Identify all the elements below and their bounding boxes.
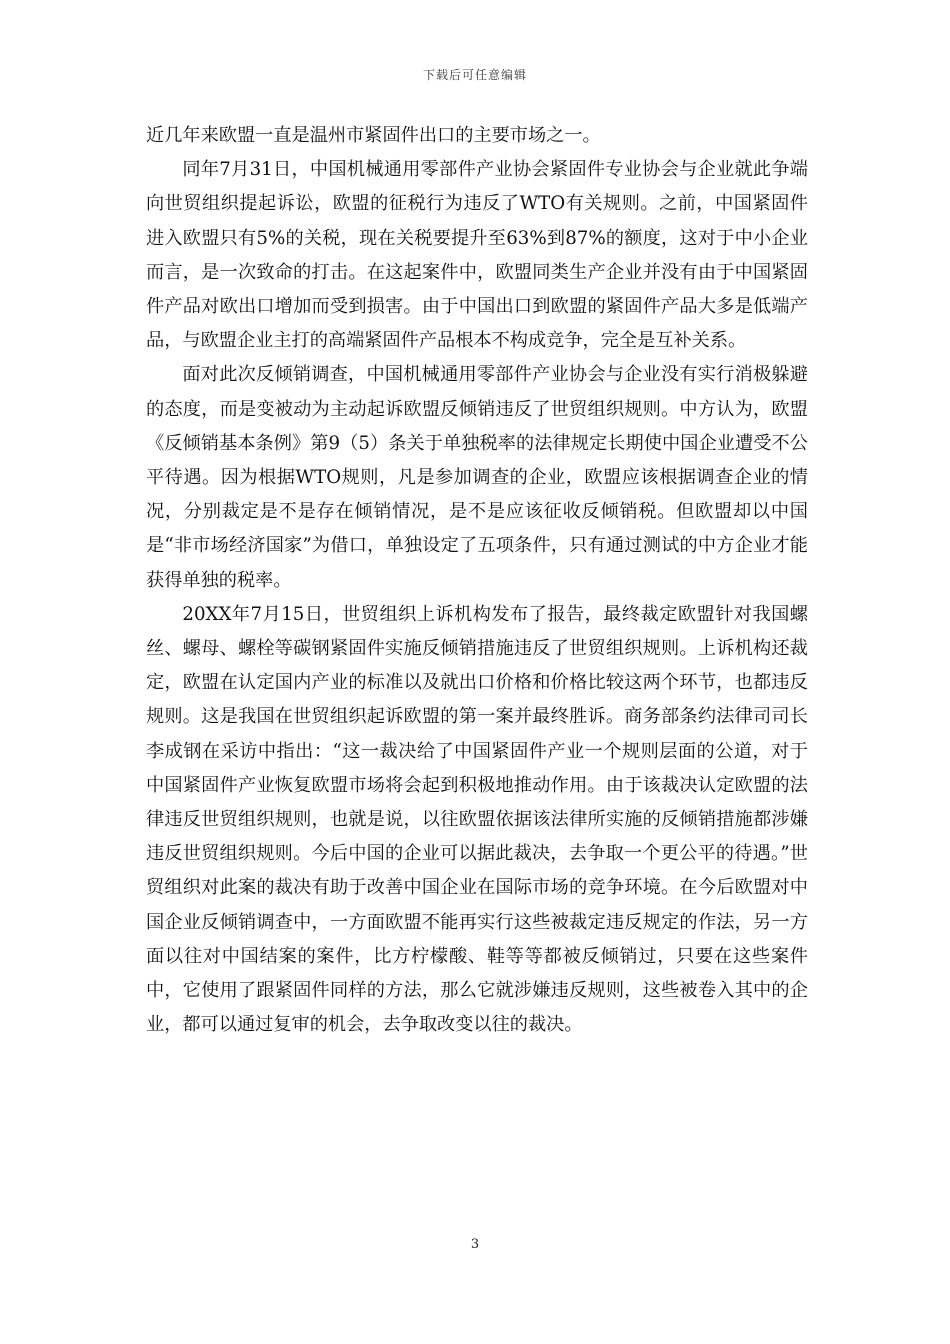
- page-header-note: 下载后可任意编辑: [422, 68, 527, 82]
- document-body: [146, 119, 808, 1042]
- paragraph: 20XX年7月15日，世贸组织上诉机构发布了报告，最终裁定欧盟针对我国螺丝、螺母、螺栓等碳钢紧固件实施反倾销措施违反了世贸组织规则。上诉机构还裁定，欧盟在认定国内产业的标准以及就出口价格和价格比较这两个环节，也都违反规则。这是我国在世贸组织起诉欧盟的第一案并最终胜诉。商务部条约法律司司长李成钢在采访中指出：“这一裁决给了中国紧固件产业一个规则层面的公道，对于中国紧固件产业恢复欧盟市场将会起到积极地推动作用。由于该裁决认定欧盟的法律违反世贸组织规则，也就是说，以往欧盟依据该法律所实施的反倾销措施都涉嫌违反世贸组织规则。今后中国的企业可以据此裁决，去争取一个更公平的待遇。”世贸组织对此案的裁决有助于改善中国企业在国际市场的竞争环境。在今后欧盟对中国企业反倾销调查中，一方面欧盟不能再实行这些被裁定违反规定的作法，另一方面以往对中国结案的案件，比方柠檬酸、鞋等等都被反倾销过，只要在这些案件中，它使用了跟紧固件同样的方法，那么它就涉嫌违反规则，这些被卷入其中的企业，都可以通过复审的机会，去争取改变以往的裁决。: [146, 603, 808, 1036]
- paragraph: 面对此次反倾销调查，中国机械通用零部件产业协会与企业没有实行消极躲避的态度，而是变被动为主动起诉欧盟反倾销违反了世贸组织规则。中方认为，欧盟《反倾销基本条例》第9（5）条关于单独税率的法律规定长期使中国企业遭受不公平待遇。因为根据WTO规则，凡是参加调查的企业，欧盟应该根据调查企业的情况，分别裁定是不是存在倾销情况，是不是应该征收反倾销税。但欧盟却以中国是“非市场经济国家”为借口，单独设定了五项条件，只有通过测试的中方企业才能获得单独的税率。: [146, 364, 808, 591]
- paragraph: 同年7月31日，中国机械通用零部件产业协会紧固件专业协会与企业就此争端向世贸组织提起诉讼，欧盟的征税行为违反了WTO有关规则。之前，中国紧固件进入欧盟只有5%的关税，现在关税要提升至63%到87%的额度，这对于中小企业而言，是一次致命的打击。在这起案件中，欧盟同类生产企业并没有由于中国紧固件产品对欧出口增加而受到损害。由于中国出口到欧盟的紧固件产品大多是低端产品，与欧盟企业主打的高端紧固件产品根本不构成竞争，完全是互补关系。: [146, 159, 808, 352]
- page-number: 3: [470, 1237, 480, 1252]
- paragraph: 近几年来欧盟一直是温州市紧固件出口的主要市场之一。: [146, 125, 601, 146]
